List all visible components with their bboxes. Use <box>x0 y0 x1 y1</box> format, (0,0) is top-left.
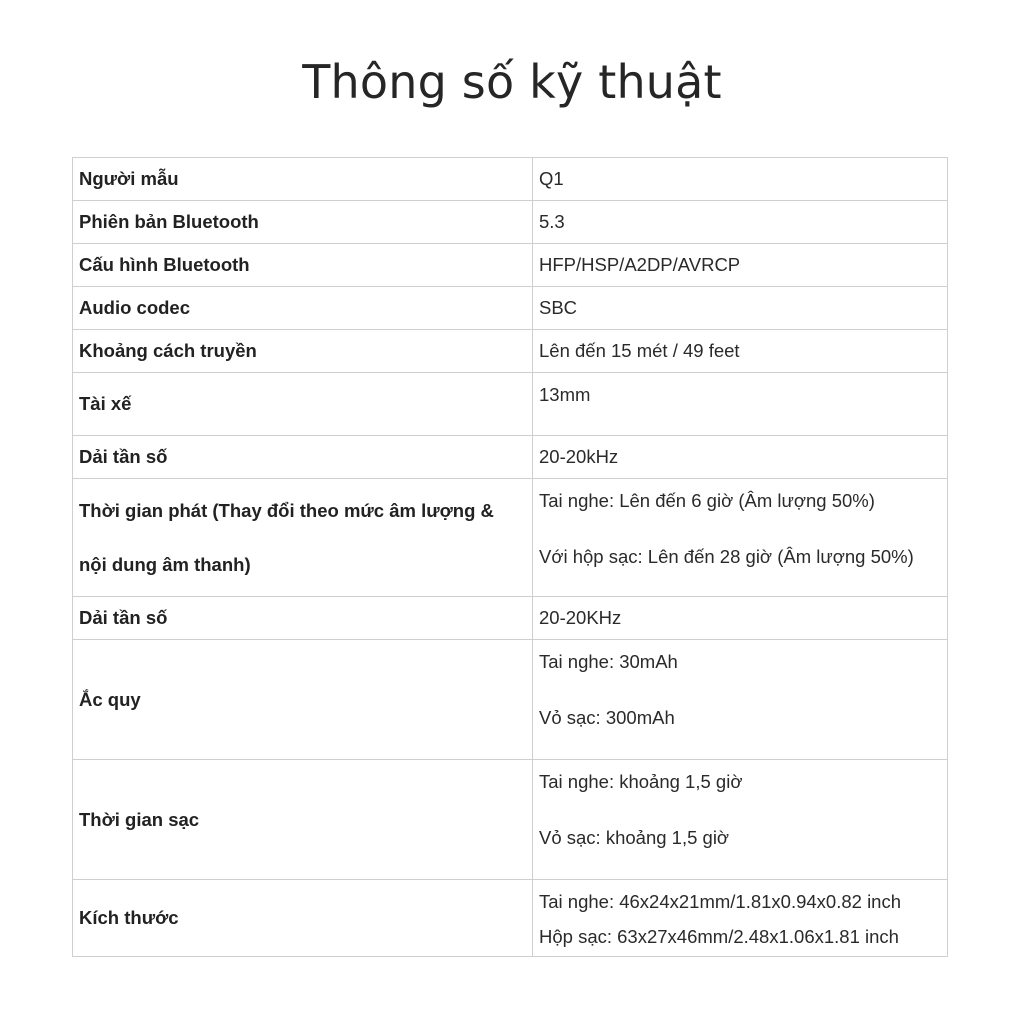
table-row <box>73 287 948 330</box>
row-label: Người mẫu <box>73 158 533 201</box>
table-row <box>73 158 948 201</box>
table-row <box>73 479 948 597</box>
spec-table <box>72 157 948 957</box>
row-label: Phiên bản Bluetooth <box>73 201 533 244</box>
table-row <box>73 640 948 760</box>
row-value: 5.3 <box>533 201 948 244</box>
table-row <box>73 373 948 436</box>
page-title: Thông số kỹ thuật <box>302 55 722 109</box>
table-row <box>73 880 948 957</box>
row-value-line: Hộp sạc: 63x27x46mm/2.48x1.06x1.81 inch <box>539 926 899 947</box>
table-row <box>73 436 948 479</box>
row-value: SBC <box>533 287 948 330</box>
row-value: 13mm <box>533 373 948 436</box>
row-value-line: Với hộp sạc: Lên đến 28 giờ (Âm lượng 50%) <box>539 546 914 567</box>
row-label: Khoảng cách truyền <box>73 330 533 373</box>
row-label: Dải tần số <box>73 597 533 640</box>
row-value-line: Tai nghe: 30mAh <box>539 651 678 672</box>
row-value: HFP/HSP/A2DP/AVRCP <box>533 244 948 287</box>
table-row <box>73 597 948 640</box>
table-row <box>73 201 948 244</box>
row-label <box>73 479 533 597</box>
table-row <box>73 244 948 287</box>
row-value-line: Tai nghe: khoảng 1,5 giờ <box>539 771 743 792</box>
table-row <box>73 760 948 880</box>
row-label-line: Thời gian phát (Thay đổi theo mức âm lượng & <box>79 499 494 521</box>
row-value: 20-20KHz <box>533 597 948 640</box>
row-label: Audio codec <box>73 287 533 330</box>
row-value <box>533 479 948 597</box>
row-value: Lên đến 15 mét / 49 feet <box>533 330 948 373</box>
row-value-line: Vỏ sạc: 300mAh <box>539 707 675 728</box>
row-value <box>533 640 948 760</box>
table-row <box>73 330 948 373</box>
row-label: Ắc quy <box>73 640 533 760</box>
row-label-line: nội dung âm thanh) <box>79 553 251 575</box>
row-value: 20-20kHz <box>533 436 948 479</box>
row-label: Thời gian sạc <box>73 760 533 880</box>
row-label: Cấu hình Bluetooth <box>73 244 533 287</box>
row-value <box>533 880 948 957</box>
row-value <box>533 760 948 880</box>
row-value-line: Vỏ sạc: khoảng 1,5 giờ <box>539 827 730 848</box>
row-label: Tài xế <box>73 373 533 436</box>
row-value: Q1 <box>533 158 948 201</box>
row-value-line: Tai nghe: 46x24x21mm/1.81x0.94x0.82 inch <box>539 891 902 912</box>
row-value-line: Tai nghe: Lên đến 6 giờ (Âm lượng 50%) <box>539 490 875 511</box>
row-label: Kích thước <box>73 880 533 957</box>
row-label: Dải tần số <box>73 436 533 479</box>
